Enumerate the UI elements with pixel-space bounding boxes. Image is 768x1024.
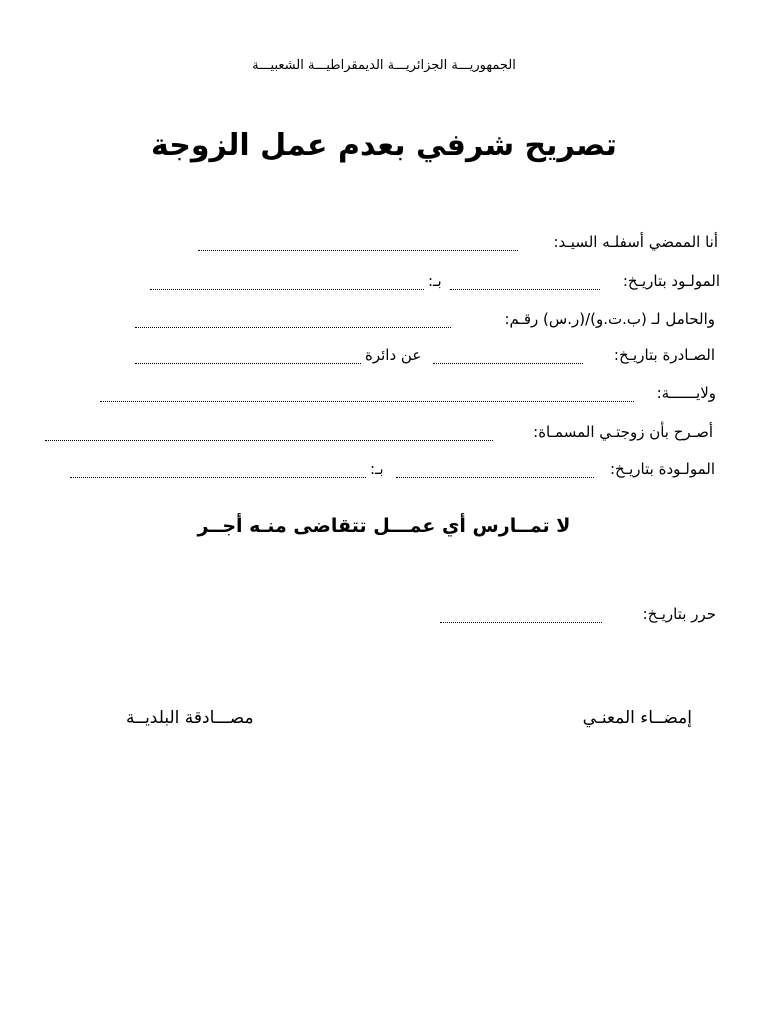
blank-birth-date[interactable] bbox=[450, 289, 600, 290]
label-issued-date: الصـادرة بتاريـخ: bbox=[613, 346, 715, 364]
label-birth-place: بـ: bbox=[428, 272, 442, 290]
blank-written-on[interactable] bbox=[440, 622, 602, 623]
field-wife-birth bbox=[70, 460, 715, 484]
label-wife-birth-date: المولـودة بتاريـخ: bbox=[610, 460, 715, 478]
label-birth-date: المولـود بتاريـخ: bbox=[622, 272, 720, 290]
field-province bbox=[100, 384, 716, 408]
document-title: تصريح شرفي بعدم عمل الزوجة bbox=[151, 128, 617, 163]
label-written-on: حرر بتاريـخ: bbox=[642, 605, 716, 623]
label-id-number: والحامل لـ (ب.ت.و)/(ر.س) رقـم: bbox=[504, 310, 715, 328]
field-signatory bbox=[190, 233, 718, 257]
label-wife-birth-place: بـ: bbox=[370, 460, 384, 478]
blank-issued-by[interactable] bbox=[135, 363, 361, 364]
blank-issued-date[interactable] bbox=[433, 363, 583, 364]
blank-province[interactable] bbox=[100, 401, 634, 402]
blank-id-number[interactable] bbox=[135, 327, 451, 328]
blank-signatory[interactable] bbox=[198, 250, 518, 251]
blank-wife-birth-place[interactable] bbox=[70, 477, 366, 478]
field-id-number bbox=[135, 310, 715, 334]
blank-wife-name[interactable] bbox=[45, 440, 493, 441]
label-signatory: أنا الممضي أسفلـه السيـد: bbox=[553, 233, 718, 251]
label-wife-name: أصـرح بأن زوجتـي المسمـاة: bbox=[533, 423, 713, 441]
field-written-on bbox=[440, 605, 716, 629]
field-birth-date bbox=[150, 272, 720, 296]
label-issued-by: عن دائرة bbox=[365, 346, 422, 364]
field-wife-name bbox=[45, 423, 713, 447]
blank-birth-place[interactable] bbox=[150, 289, 424, 290]
signature-applicant: إمضــاء المعنـي bbox=[582, 708, 692, 728]
blank-wife-birth-date[interactable] bbox=[396, 477, 594, 478]
republic-header: الجمهوريـــة الجزائريـــة الديمقراطيـــة الشعبيـــة bbox=[252, 58, 516, 73]
field-issued bbox=[135, 346, 715, 370]
signature-municipality: مصـــادقة البلديــة bbox=[126, 708, 254, 728]
label-province: ولايــــــة: bbox=[656, 384, 716, 402]
declaration-statement: لا تمــارس أي عمـــل تتقاضى منـه أجــر bbox=[197, 515, 571, 537]
